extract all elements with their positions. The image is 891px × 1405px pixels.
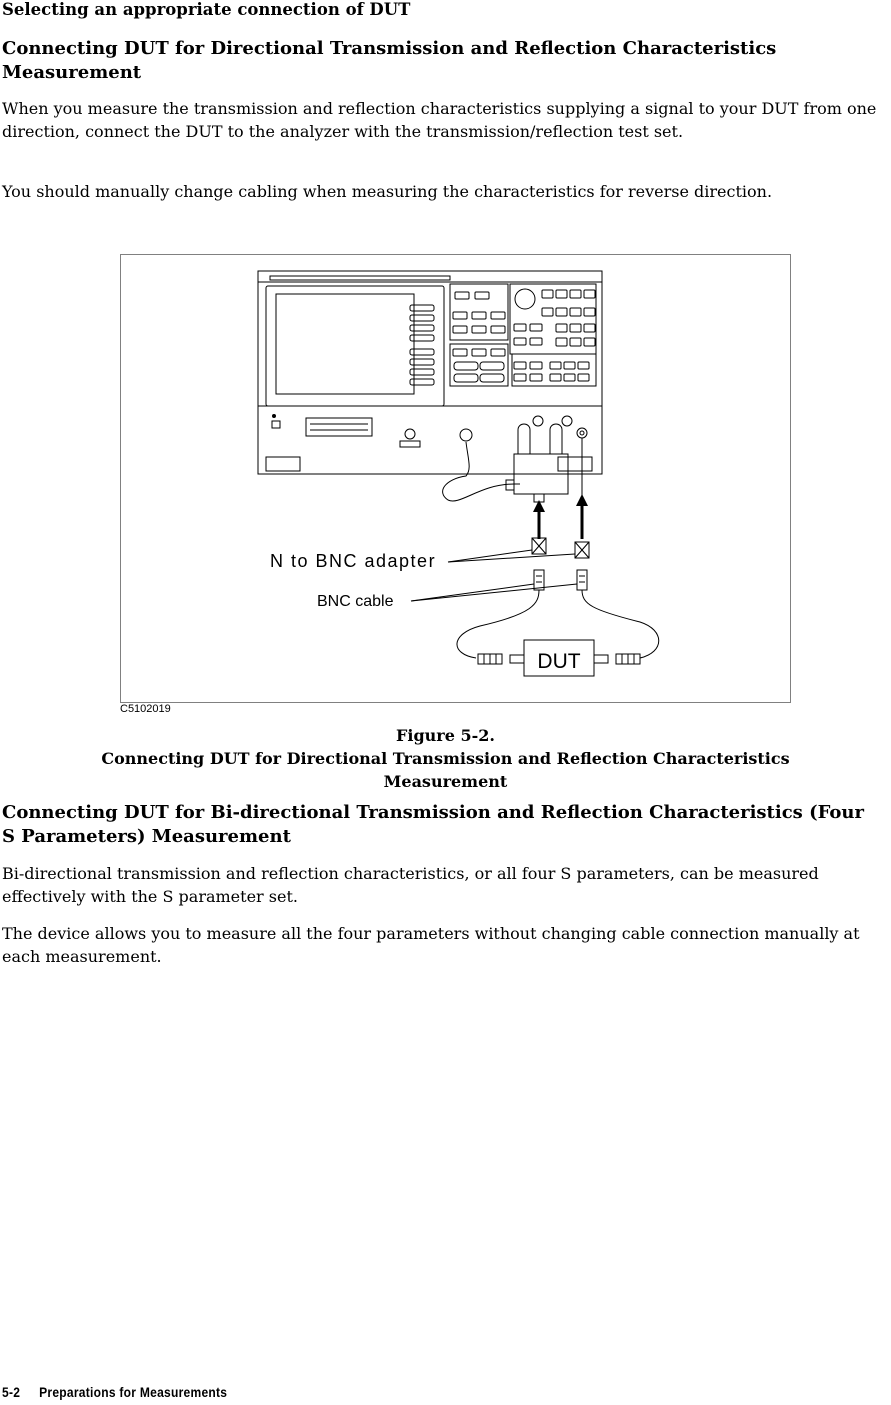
running-head: Selecting an appropriate connection of DUT [2, 0, 411, 19]
floppy-drive [306, 418, 372, 436]
cable-label: BNC cable [317, 593, 394, 610]
bnc-cable-left [457, 590, 539, 658]
adapter-label: N to BNC adapter [270, 551, 437, 571]
power-switch [272, 421, 280, 428]
adapter-leader-line [448, 550, 532, 562]
paragraph-bidirectional-intro: Bi-directional transmission and reflection characteristics, or all four S parameters, can be measured effectively with the S parameter set. [2, 864, 819, 906]
chapter-title: Preparations for Measurements [39, 1384, 228, 1400]
probe-power-jack [405, 429, 415, 439]
rotary-knob [515, 289, 535, 309]
figure-number: Figure 5-2. [396, 726, 495, 745]
paragraph-no-recabling: The device allows you to measure all the four parameters without changing cable connection manually at each measurement. [2, 924, 860, 966]
bnc-plug [534, 570, 544, 590]
paragraph-directional-intro: When you measure the transmission and reflection characteristics supplying a signal to your DUT from one direction, connect the DUT to the analyzer with the transmission/reflection test set. [2, 99, 877, 141]
port-connector [533, 416, 543, 426]
display-bezel [266, 286, 444, 406]
dut-label: DUT [537, 650, 581, 673]
figure-caption: Connecting DUT for Directional Transmission and Reflection Characteristics Measurement [101, 749, 790, 791]
section-heading-directional: Connecting DUT for Directional Transmission and Reflection Characteristics Measurement [2, 38, 777, 83]
figure-id: C5102019 [120, 703, 171, 715]
section-heading-bidirectional: Connecting DUT for Bi-directional Transmission and Reflection Characteristics (Four S Parameters) Measurement [2, 802, 864, 847]
display-screen [276, 294, 414, 394]
connection-diagram [120, 254, 791, 703]
page-footer [2, 1384, 227, 1400]
paragraph-reverse-direction: You should manually change cabling when measuring the characteristics for reverse direction. [2, 182, 773, 201]
page-number: 5-2 [2, 1384, 21, 1400]
cable-leader-line [411, 584, 534, 601]
